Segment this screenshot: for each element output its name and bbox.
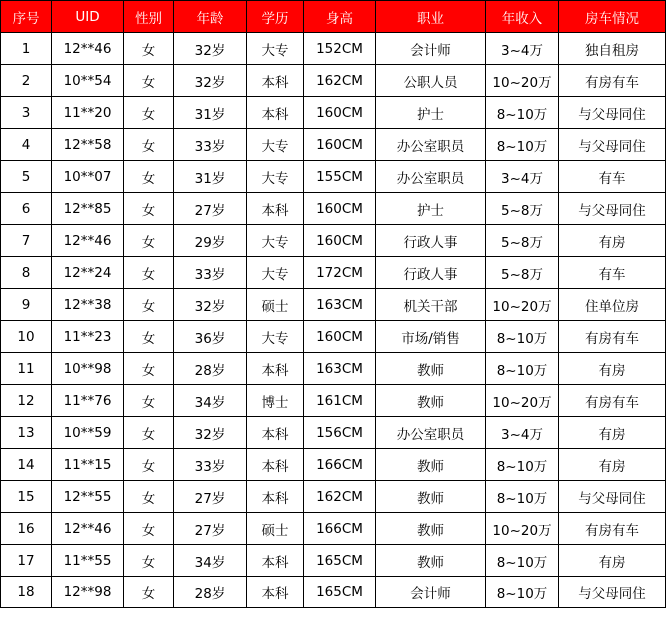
cell-age: 28岁 — [174, 353, 247, 385]
cell-height: 160CM — [304, 193, 376, 225]
cell-occupation: 行政人事 — [376, 257, 486, 289]
cell-occupation: 办公室职员 — [376, 417, 486, 449]
table-row — [1, 33, 666, 65]
cell-education: 本科 — [247, 481, 304, 513]
cell-uid: 12**58 — [52, 129, 124, 161]
cell-gender: 女 — [124, 161, 174, 193]
cell-height: 160CM — [304, 321, 376, 353]
cell-occupation: 教师 — [376, 545, 486, 577]
cell-uid: 10**54 — [52, 65, 124, 97]
cell-seq: 17 — [1, 545, 52, 577]
cell-housing: 独自租房 — [559, 33, 666, 65]
cell-housing: 有车 — [559, 257, 666, 289]
cell-seq: 10 — [1, 321, 52, 353]
cell-income: 8~10万 — [486, 481, 559, 513]
cell-seq: 6 — [1, 193, 52, 225]
table-row — [1, 97, 666, 129]
cell-occupation: 会计师 — [376, 33, 486, 65]
column-header-height: 身高 — [304, 1, 376, 33]
cell-gender: 女 — [124, 257, 174, 289]
cell-uid: 12**38 — [52, 289, 124, 321]
cell-age: 34岁 — [174, 545, 247, 577]
cell-uid: 12**55 — [52, 481, 124, 513]
cell-gender: 女 — [124, 385, 174, 417]
cell-height: 162CM — [304, 65, 376, 97]
cell-height: 161CM — [304, 385, 376, 417]
cell-gender: 女 — [124, 513, 174, 545]
cell-seq: 9 — [1, 289, 52, 321]
cell-gender: 女 — [124, 417, 174, 449]
cell-uid: 10**07 — [52, 161, 124, 193]
cell-income: 5~8万 — [486, 193, 559, 225]
table-row — [1, 289, 666, 321]
cell-housing: 与父母同住 — [559, 577, 666, 608]
cell-height: 163CM — [304, 353, 376, 385]
cell-housing: 与父母同住 — [559, 97, 666, 129]
cell-occupation: 办公室职员 — [376, 161, 486, 193]
cell-seq: 3 — [1, 97, 52, 129]
cell-age: 32岁 — [174, 33, 247, 65]
cell-age: 31岁 — [174, 161, 247, 193]
cell-gender: 女 — [124, 65, 174, 97]
cell-income: 8~10万 — [486, 129, 559, 161]
cell-education: 本科 — [247, 417, 304, 449]
table-row — [1, 193, 666, 225]
cell-age: 34岁 — [174, 385, 247, 417]
cell-education: 本科 — [247, 97, 304, 129]
cell-height: 166CM — [304, 449, 376, 481]
cell-uid: 12**98 — [52, 577, 124, 608]
cell-height: 160CM — [304, 225, 376, 257]
cell-height: 165CM — [304, 545, 376, 577]
cell-age: 33岁 — [174, 129, 247, 161]
cell-seq: 2 — [1, 65, 52, 97]
cell-income: 3~4万 — [486, 161, 559, 193]
cell-age: 32岁 — [174, 289, 247, 321]
cell-education: 本科 — [247, 65, 304, 97]
cell-seq: 8 — [1, 257, 52, 289]
cell-seq: 1 — [1, 33, 52, 65]
cell-age: 32岁 — [174, 65, 247, 97]
cell-height: 162CM — [304, 481, 376, 513]
cell-income: 10~20万 — [486, 65, 559, 97]
cell-education: 大专 — [247, 225, 304, 257]
table-row — [1, 417, 666, 449]
cell-housing: 与父母同住 — [559, 481, 666, 513]
cell-occupation: 教师 — [376, 385, 486, 417]
cell-education: 硕士 — [247, 289, 304, 321]
cell-height: 152CM — [304, 33, 376, 65]
table-row — [1, 481, 666, 513]
cell-education: 大专 — [247, 129, 304, 161]
column-header-income: 年收入 — [486, 1, 559, 33]
cell-gender: 女 — [124, 97, 174, 129]
cell-gender: 女 — [124, 353, 174, 385]
cell-seq: 11 — [1, 353, 52, 385]
header-row — [1, 1, 666, 33]
table-row — [1, 449, 666, 481]
cell-income: 10~20万 — [486, 513, 559, 545]
cell-uid: 11**15 — [52, 449, 124, 481]
cell-income: 8~10万 — [486, 97, 559, 129]
table-row — [1, 225, 666, 257]
cell-education: 大专 — [247, 257, 304, 289]
cell-age: 27岁 — [174, 513, 247, 545]
cell-height: 163CM — [304, 289, 376, 321]
cell-seq: 7 — [1, 225, 52, 257]
cell-housing: 与父母同住 — [559, 129, 666, 161]
cell-uid: 11**55 — [52, 545, 124, 577]
cell-age: 28岁 — [174, 577, 247, 608]
cell-gender: 女 — [124, 193, 174, 225]
cell-gender: 女 — [124, 129, 174, 161]
cell-gender: 女 — [124, 33, 174, 65]
cell-income: 5~8万 — [486, 257, 559, 289]
cell-uid: 12**46 — [52, 225, 124, 257]
column-header-uid: UID — [52, 1, 124, 33]
cell-age: 29岁 — [174, 225, 247, 257]
cell-income: 3~4万 — [486, 33, 559, 65]
cell-income: 8~10万 — [486, 353, 559, 385]
cell-gender: 女 — [124, 545, 174, 577]
cell-seq: 14 — [1, 449, 52, 481]
cell-housing: 有房有车 — [559, 385, 666, 417]
cell-uid: 10**98 — [52, 353, 124, 385]
cell-housing: 有车 — [559, 161, 666, 193]
table-row — [1, 353, 666, 385]
cell-education: 本科 — [247, 545, 304, 577]
cell-age: 36岁 — [174, 321, 247, 353]
cell-education: 博士 — [247, 385, 304, 417]
cell-seq: 5 — [1, 161, 52, 193]
cell-age: 33岁 — [174, 257, 247, 289]
cell-height: 160CM — [304, 97, 376, 129]
cell-housing: 有房有车 — [559, 513, 666, 545]
cell-income: 8~10万 — [486, 577, 559, 608]
cell-occupation: 护士 — [376, 193, 486, 225]
cell-housing: 与父母同住 — [559, 193, 666, 225]
cell-height: 155CM — [304, 161, 376, 193]
cell-housing: 有房 — [559, 417, 666, 449]
cell-height: 156CM — [304, 417, 376, 449]
cell-occupation: 教师 — [376, 353, 486, 385]
cell-height: 172CM — [304, 257, 376, 289]
cell-housing: 有房 — [559, 353, 666, 385]
table-row — [1, 161, 666, 193]
cell-education: 大专 — [247, 33, 304, 65]
cell-housing: 有房 — [559, 225, 666, 257]
cell-gender: 女 — [124, 321, 174, 353]
table-row — [1, 513, 666, 545]
cell-age: 31岁 — [174, 97, 247, 129]
cell-height: 160CM — [304, 129, 376, 161]
cell-housing: 有房有车 — [559, 65, 666, 97]
cell-education: 本科 — [247, 193, 304, 225]
cell-income: 8~10万 — [486, 321, 559, 353]
cell-housing: 有房有车 — [559, 321, 666, 353]
cell-income: 3~4万 — [486, 417, 559, 449]
cell-uid: 11**23 — [52, 321, 124, 353]
cell-occupation: 机关干部 — [376, 289, 486, 321]
cell-education: 本科 — [247, 353, 304, 385]
cell-income: 8~10万 — [486, 449, 559, 481]
cell-occupation: 护士 — [376, 97, 486, 129]
cell-occupation: 教师 — [376, 449, 486, 481]
cell-uid: 10**59 — [52, 417, 124, 449]
cell-occupation: 行政人事 — [376, 225, 486, 257]
cell-housing: 有房 — [559, 449, 666, 481]
cell-uid: 12**85 — [52, 193, 124, 225]
column-header-housing: 房车情况 — [559, 1, 666, 33]
cell-age: 32岁 — [174, 417, 247, 449]
table-row — [1, 129, 666, 161]
cell-occupation: 会计师 — [376, 577, 486, 608]
cell-education: 本科 — [247, 449, 304, 481]
cell-uid: 11**76 — [52, 385, 124, 417]
cell-seq: 13 — [1, 417, 52, 449]
cell-occupation: 教师 — [376, 513, 486, 545]
cell-income: 5~8万 — [486, 225, 559, 257]
cell-gender: 女 — [124, 449, 174, 481]
cell-uid: 12**24 — [52, 257, 124, 289]
cell-occupation: 办公室职员 — [376, 129, 486, 161]
column-header-occupation: 职业 — [376, 1, 486, 33]
cell-uid: 12**46 — [52, 513, 124, 545]
table-header — [1, 1, 666, 33]
cell-occupation: 教师 — [376, 481, 486, 513]
cell-gender: 女 — [124, 225, 174, 257]
cell-height: 166CM — [304, 513, 376, 545]
cell-seq: 18 — [1, 577, 52, 608]
cell-age: 27岁 — [174, 481, 247, 513]
cell-gender: 女 — [124, 577, 174, 608]
table-row — [1, 321, 666, 353]
table-row — [1, 257, 666, 289]
cell-housing: 住单位房 — [559, 289, 666, 321]
column-header-gender: 性别 — [124, 1, 174, 33]
cell-education: 大专 — [247, 161, 304, 193]
table-row — [1, 545, 666, 577]
cell-gender: 女 — [124, 481, 174, 513]
cell-uid: 12**46 — [52, 33, 124, 65]
table-body — [1, 33, 666, 608]
cell-occupation: 公职人员 — [376, 65, 486, 97]
cell-education: 大专 — [247, 321, 304, 353]
cell-income: 8~10万 — [486, 545, 559, 577]
cell-gender: 女 — [124, 289, 174, 321]
column-header-education: 学历 — [247, 1, 304, 33]
column-header-seq: 序号 — [1, 1, 52, 33]
cell-seq: 12 — [1, 385, 52, 417]
cell-uid: 11**20 — [52, 97, 124, 129]
cell-income: 10~20万 — [486, 289, 559, 321]
cell-age: 27岁 — [174, 193, 247, 225]
table-row — [1, 577, 666, 608]
cell-education: 本科 — [247, 577, 304, 608]
cell-height: 165CM — [304, 577, 376, 608]
cell-occupation: 市场/销售 — [376, 321, 486, 353]
cell-seq: 16 — [1, 513, 52, 545]
cell-education: 硕士 — [247, 513, 304, 545]
cell-seq: 4 — [1, 129, 52, 161]
cell-housing: 有房 — [559, 545, 666, 577]
table-row — [1, 65, 666, 97]
cell-seq: 15 — [1, 481, 52, 513]
column-header-age: 年龄 — [174, 1, 247, 33]
cell-age: 33岁 — [174, 449, 247, 481]
cell-income: 10~20万 — [486, 385, 559, 417]
table-row — [1, 385, 666, 417]
